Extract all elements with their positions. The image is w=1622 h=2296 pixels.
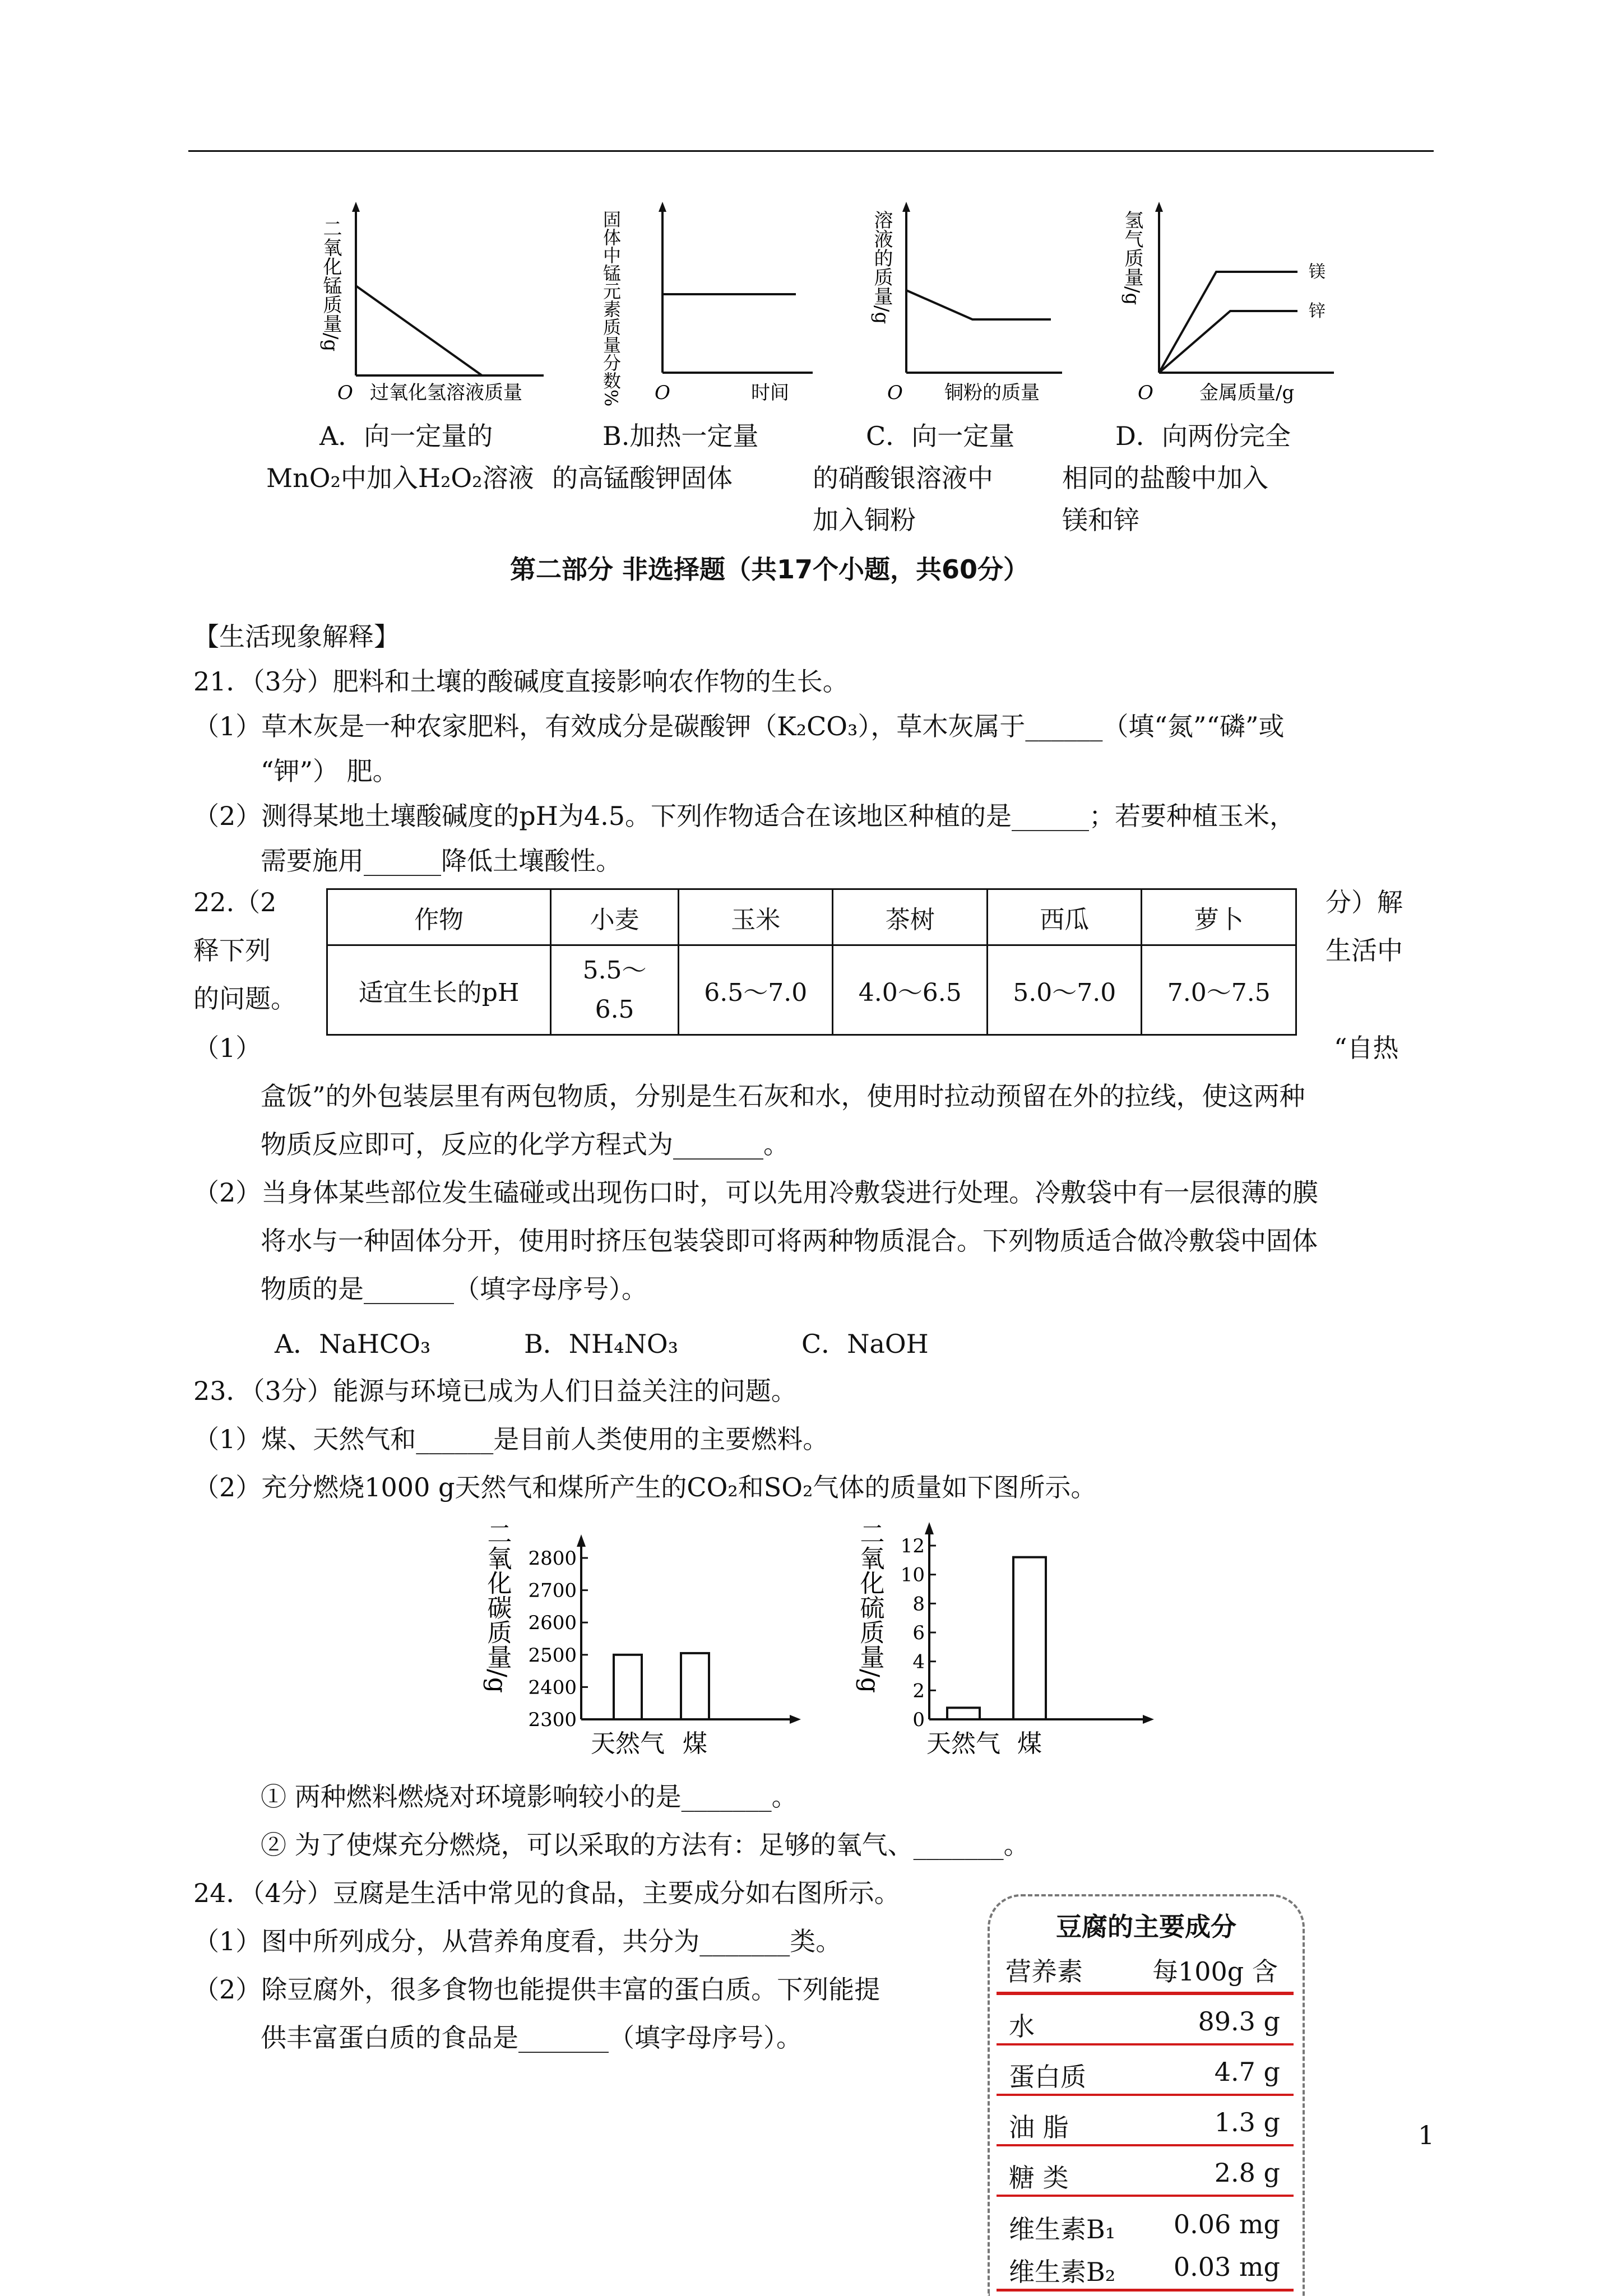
q22-part2-line1: （2）当身体某些部位发生磕碰或出现伤口时，可以先用冷敷袋进行处理。冷敷袋中有一层很薄的膜 [193, 1177, 1319, 1208]
q21-part1-line2: “钾”） 肥。 [261, 756, 398, 786]
q21-part2-line2: 需要施用______降低土壤酸性。 [261, 846, 622, 876]
graph-b-xlabel: 时间 [751, 382, 789, 404]
graph-d-origin: O [1138, 382, 1153, 404]
q21-part1-line1: （1）草木灰是一种农家肥料，有效成分是碳酸钾（K₂CO₃），草木灰属于______（填“氮”“磷”或 [193, 711, 1285, 741]
graph-c-line [906, 290, 1051, 319]
y-tick-label: 8 [912, 1593, 925, 1616]
graph-c [866, 202, 1068, 403]
x-category-label: 煤 [1017, 1729, 1042, 1758]
q22-part1-line2: 盒饭”的外包装层里有两包物质，分别是生石灰和水，使用时拉动预留在外的拉线，使这两种 [261, 1081, 1305, 1111]
q22-part2-line2: 将水与一种固体分开，使用时挤压包装袋即可将两种物质混合。下列物质适合做冷敷袋中固体 [261, 1226, 1318, 1256]
page-number: 1 [1418, 2120, 1435, 2150]
graph-d-ylabel: 氢气质量/g [1121, 210, 1143, 305]
nutrient-value: 1.3 g [1214, 2107, 1280, 2137]
nutrient-name: 维生素B₂ [1009, 2257, 1116, 2287]
q22-part1-tail: “自热 [1334, 1033, 1399, 1063]
option-b-line2: 的高锰酸钾固体 [552, 463, 733, 493]
y-tick-label: 6 [912, 1622, 925, 1644]
q22-right-2: 生活中 [1326, 935, 1403, 966]
graph-a [314, 202, 549, 403]
nutrient-name: 水 [1009, 2011, 1035, 2042]
wheat-range-1: 5.5～ [582, 955, 647, 985]
x-category-label: 天然气 [926, 1729, 1000, 1758]
nutrition-col2: 每100g 含 [1152, 1956, 1278, 1987]
graph-a-xlabel: 过氧化氢溶液质量 [370, 382, 522, 404]
y-tick-label: 2300 [528, 1709, 577, 1731]
graph-b-origin: O [655, 382, 670, 404]
x-axis-arrow [1143, 1715, 1154, 1724]
table-cell: 5.0～7.0 [987, 945, 1141, 1035]
q22-option-c: C．NaOH [801, 1329, 929, 1359]
q24-part2-line1: （2）除豆腐外，很多食物也能提供丰富的蛋白质。下列能提 [193, 1974, 880, 2005]
graph-a-origin: O [337, 382, 353, 404]
option-d-line1: D．向两份完全 [1115, 421, 1291, 451]
nutrient-value: 2.8 g [1214, 2158, 1280, 2188]
graph-b [600, 202, 818, 407]
graph-c-ylabel: 溶液的质量/g [870, 210, 893, 324]
table-header: 西瓜 [987, 889, 1141, 945]
crop-ph-table [326, 888, 1297, 1036]
graph-d-line-zn [1159, 311, 1297, 373]
co2-chart-ylabel: 二氧化碳质量/g [483, 1521, 512, 1693]
y-tick-label: 2 [912, 1680, 925, 1703]
table-cell: 4.0～6.5 [833, 945, 987, 1035]
option-c-line1: C．向一定量 [866, 421, 1015, 451]
q22-option-a: A．NaHCO₃ [275, 1329, 431, 1359]
option-a-line2: MnO₂中加入H₂O₂溶液 [266, 463, 534, 493]
y-tick-label: 0 [912, 1709, 925, 1731]
nutrition-card [988, 1894, 1305, 2296]
bar [1013, 1557, 1046, 1719]
option-d-line3: 镁和锌 [1062, 505, 1139, 535]
nutrition-row [997, 2045, 1294, 2096]
nutrition-row [997, 1995, 1294, 2045]
q22-option-b: B．NH₄NO₃ [524, 1329, 679, 1359]
q22-left-3: 的问题。 [193, 984, 296, 1014]
q22-part2-line3: 物质的是_______（填字母序号）。 [261, 1274, 647, 1304]
nutrient-value: 89.3 g [1198, 2006, 1280, 2037]
nutrition-row [997, 2244, 1294, 2292]
y-tick-label: 2700 [528, 1579, 577, 1602]
graph-b-ylabel: 固体中锰元素质量分数% [600, 210, 622, 407]
y-tick-label: 4 [912, 1650, 925, 1673]
q23-sub2: ② 为了使煤充分燃烧，可以采取的方法有：足够的氧气、_______。 [261, 1830, 1030, 1860]
table-header: 茶树 [833, 889, 987, 945]
table-row-label: 适宜生长的pH [327, 945, 551, 1035]
header-rule [188, 150, 1434, 152]
table-header: 玉米 [679, 889, 833, 945]
option-c-line3: 加入铜粉 [813, 505, 916, 535]
table-cell-wheat [551, 945, 679, 1035]
graph-c-xlabel: 铜粉的质量 [944, 382, 1040, 404]
nutrient-value: 0.06 mg [1173, 2209, 1280, 2239]
q21-part2-line1: （2）测得某地土壤酸碱度的pH为4.5。下列作物适合在该地区种植的是______；若要种植玉米， [193, 801, 1295, 831]
nutrient-value: 0.03 mg [1173, 2252, 1280, 2282]
table-cell: 7.0～7.5 [1142, 945, 1296, 1035]
q22-part1-num: （1） [193, 1033, 262, 1063]
category-heading: 【生活现象解释】 [193, 621, 400, 652]
x-category-label: 天然气 [591, 1729, 665, 1758]
graph-d-xlabel: 金属质量/g [1199, 382, 1295, 404]
option-a-line1: A．向一定量的 [319, 421, 493, 451]
bar [614, 1655, 642, 1719]
y-tick-label: 2600 [528, 1612, 577, 1635]
q23-stem: 23．（3分）能源与环境已成为人们日益关注的问题。 [193, 1376, 797, 1406]
graph-d-line-mg [1159, 272, 1297, 373]
nutrient-name: 油 脂 [1009, 2112, 1069, 2142]
nutrition-row [997, 2197, 1294, 2247]
graph-a-ylabel: 二氧化锰质量/g [319, 219, 342, 352]
graph-d-line2-label: 锌 [1309, 302, 1326, 321]
option-c-line2: 的硝酸银溶液中 [813, 463, 993, 493]
q22-left-2: 释下列 [193, 935, 271, 966]
nutrient-value: 4.7 g [1214, 2057, 1280, 2087]
graph-a-line [356, 286, 482, 375]
co2-bar-chart [483, 1513, 810, 1760]
y-tick-label: 2400 [528, 1676, 577, 1699]
q23-sub1: ① 两种燃料燃烧对环境影响较小的是_______。 [261, 1782, 798, 1812]
q24-stem: 24．（4分）豆腐是生活中常见的食品，主要成分如右图所示。 [193, 1878, 900, 1908]
q23-part1: （1）煤、天然气和______是目前人类使用的主要燃料。 [193, 1424, 829, 1454]
option-b-line1: B.加热一定量 [603, 421, 759, 451]
q24-part2-line2: 供丰富蛋白质的食品是_______（填字母序号）。 [261, 2023, 802, 2053]
bar [681, 1653, 709, 1719]
graph-c-origin: O [887, 382, 903, 404]
y-tick-label: 12 [900, 1535, 925, 1557]
table-cell: 6.5～7.0 [679, 945, 833, 1035]
table-header: 小麦 [551, 889, 679, 945]
q22-left-1: 22.（2 [193, 887, 277, 917]
nutrition-col1: 营养素 [1005, 1956, 1083, 1987]
q22-right-1: 分）解 [1326, 887, 1403, 917]
x-category-label: 煤 [683, 1729, 707, 1758]
graph-d [1115, 202, 1340, 403]
y-axis-arrow [925, 1522, 934, 1534]
q21-stem: 21．（3分）肥料和土壤的酸碱度直接影响农作物的生长。 [193, 666, 849, 697]
nutrition-row [997, 2096, 1294, 2146]
nutrition-bottom-rule [997, 2289, 1294, 2292]
section-title: 第二部分 非选择题（共17个小题，共60分） [510, 554, 1030, 585]
q22-part1-line3: 物质反应即可，反应的化学方程式为_______。 [261, 1129, 789, 1159]
so2-bar-chart [855, 1513, 1160, 1760]
y-tick-label: 2800 [528, 1547, 577, 1570]
q24-part1: （1）图中所列成分，从营养角度看，共分为_______类。 [193, 1926, 842, 1956]
nutrition-title: 豆腐的主要成分 [1056, 1912, 1236, 1942]
y-tick-label: 10 [900, 1564, 925, 1587]
q23-part2: （2）充分燃烧1000 g天然气和煤所产生的CO₂和SO₂气体的质量如下图所示。 [193, 1472, 1097, 1502]
graph-d-line1-label: 镁 [1309, 262, 1326, 282]
nutrition-row [997, 2146, 1294, 2197]
nutrient-name: 维生素B₁ [1009, 2214, 1116, 2244]
x-axis-arrow [790, 1715, 801, 1724]
so2-chart-ylabel: 二氧化硫质量/g [855, 1521, 884, 1693]
table-header: 萝卜 [1142, 889, 1296, 945]
option-d-line2: 相同的盐酸中加入 [1062, 463, 1268, 493]
table-header: 作物 [327, 889, 551, 945]
nutrient-name: 蛋白质 [1009, 2062, 1086, 2092]
wheat-range-2: 6.5 [595, 995, 634, 1024]
bar [947, 1708, 980, 1719]
y-tick-label: 2500 [528, 1644, 577, 1667]
nutrient-name: 糖 类 [1009, 2163, 1069, 2193]
y-axis-arrow [577, 1534, 586, 1547]
